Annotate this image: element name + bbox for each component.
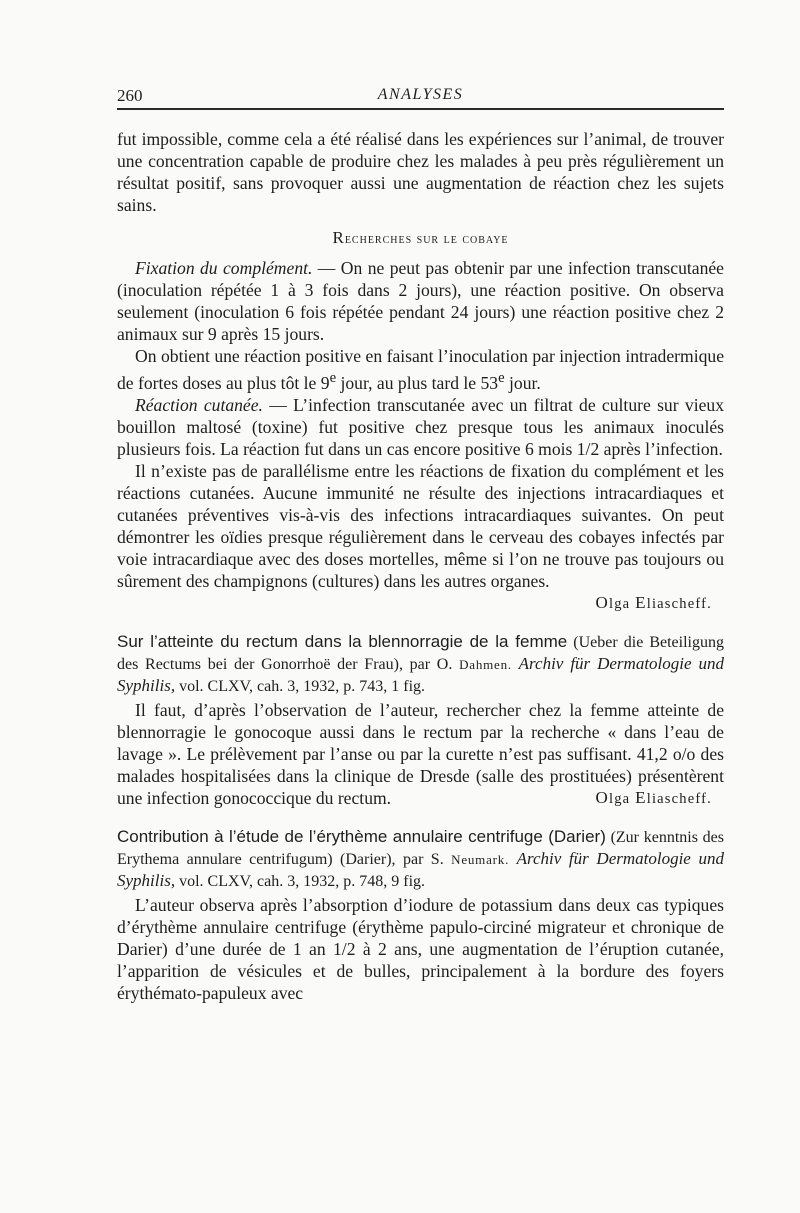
journal-name: Archiv für Dermatologie und Syphilis, — [117, 653, 725, 695]
continuation-paragraph: fut impossible, comme cela a été réalisé dans les expériences sur l’animal, de trouver une concentration capable de produire chez les malades à peu près régulièrement un résultat positif, sans provoquer aussi une augmentation de réaction chez les sujets sains. — [117, 129, 724, 215]
paragraph-parallelism: Il n’existe pas de parallélisme entre les réactions de fixation du complément et les réactions cutanées. Aucune immunité ne résulte des injections intracardiaques et cutanées préventives vis-à-vis des infections intracardiaques suivantes. On peut démontrer les oïdies presque régulièrement dans le cerveau des cobayes infectés par voie intracardiaque avec des doses mortelles, même si l’on ne trouve pas toujours ou sûrement des champignons (cultures) dans les autres organes. — [117, 460, 724, 591]
paragraph-cutaneous: Réaction cutanée. — L’infection transcutanée avec un filtrat de culture sur vieux bouillon maltosé (toxine) fut positive chez presque tous les animaux inoculés plusieurs fois. La réaction fut dans un cas encore positive 6 mois 1/2 après l’infection. — [117, 394, 724, 459]
signature: Olga Eliascheff. — [595, 787, 712, 807]
journal-name: Archiv für Dermatologie und Syphilis, — [117, 848, 725, 890]
section-heading: Recherches sur le cobaye — [332, 228, 509, 247]
signature: Olga Eliascheff. — [595, 592, 712, 612]
article-title: Sur l’atteinte du rectum dans la blennorragie de la femme — [117, 631, 568, 651]
running-title: ANALYSES — [377, 86, 464, 103]
paragraph-intradermal: On obtient une réaction positive en faisant l’inoculation par injection intradermique de fortes doses au plus tôt le 9e jour, au plus tard le 53e jour. — [117, 346, 724, 393]
article-reference: Sur l’atteinte du rectum dans la blennorragie de la femme (Ueber die Beteiligung des Rectums bei der Gonorrhoë der Frau), par O. Dahmen. Archiv für Dermatologie und Syphilis, vol. CLXV, cah. 3, 1932, p. 743, 1 fig. — [117, 631, 725, 695]
page-header — [117, 80, 724, 110]
paragraph-fixation: Fixation du complément. — On ne peut pas obtenir par une infection transcutanée (inoculation répétée 1 à 3 fois dans 2 jours), une réaction positive. On observa seulement (inoculation 6 fois répétée pendant 24 jours) une réaction positive chez 2 animaux sur 9 après 15 jours. — [117, 258, 724, 344]
article-abstract: L’auteur observa après l’absorption d’iodure de potassium dans deux cas typiques d’érythème annulaire centrifuge (érythème papulo-circiné migrateur et chronique de Darier) d’une durée de 1 an 1/2 à 2 ans, une augmentation de l’éruption cutanée, l’apparition de vésicules et de bulles, principalement à la bordure des foyers érythémato-papuleux avec — [117, 894, 724, 1003]
page — [117, 80, 724, 1004]
article-erythema — [117, 826, 724, 1004]
article-reference: Contribution à l’étude de l’érythème annulaire centrifuge (Darier) (Zur kenntnis des Erythema annulare centrifugum) (Darier), par S. Neumark. Archiv für Dermatologie und Syphilis, vol. CLXV, cah. 3, 1932, p. 748, 9 fig. — [117, 826, 725, 890]
paragraph-label: Réaction cutanée. — [135, 394, 263, 415]
article-abstract: Il faut, d’après l’observation de l’auteur, rechercher chez la femme atteinte de blennorragie le gonocoque aussi dans le rectum par la recherche « dans l’eau de lavage ». Le prélèvement par l’anse ou par la curette n’est pas suffisant. 41,2 o/o des malades hospitalisées dans la clinique de Dresde (salle des prostituées) présentèrent une infection gonococcique du rectum. — [117, 699, 724, 808]
paragraph-label: Fixation du complément. — [135, 258, 313, 278]
page-number: 260 — [117, 86, 143, 105]
author-name: Neumark. — [451, 851, 510, 867]
article-rectum — [117, 631, 724, 810]
article-title: Contribution à l’étude de l’érythème annulaire centrifuge (Darier) — [117, 826, 606, 846]
author-name: Dahmen. — [459, 656, 512, 672]
